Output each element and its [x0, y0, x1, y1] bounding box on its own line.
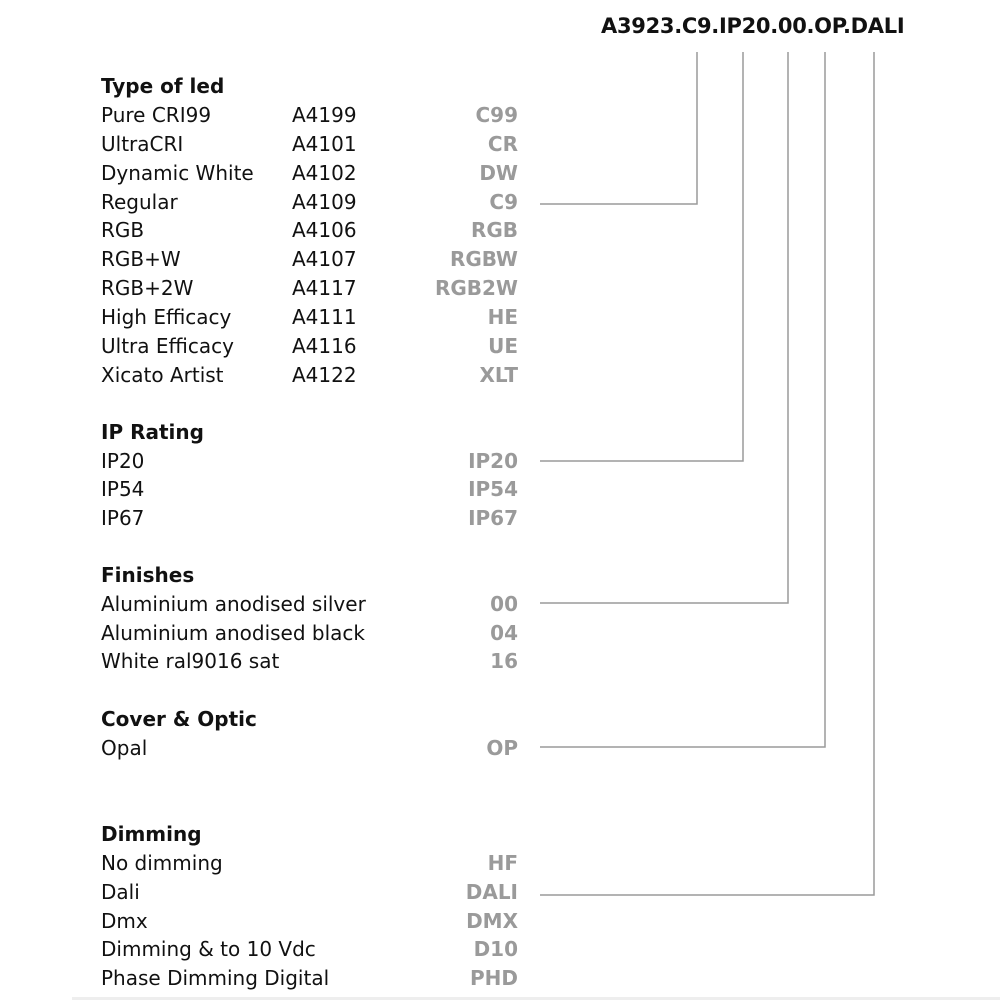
- option-code: 16: [490, 649, 518, 673]
- connector-ip-rating: [540, 52, 743, 461]
- section-title-type-of-led: Type of led: [101, 74, 225, 98]
- option-name: IP54: [101, 477, 145, 501]
- option-code: DALI: [465, 880, 518, 904]
- option-name: Aluminium anodised black: [101, 621, 365, 645]
- section-title-cover-optic: Cover & Optic: [101, 707, 257, 731]
- option-name: Dmx: [101, 909, 148, 933]
- option-article: A4107: [292, 247, 357, 271]
- option-code: IP20: [468, 449, 518, 473]
- option-name: High Efficacy: [101, 305, 232, 329]
- option-article: A4106: [292, 218, 357, 242]
- section-title-finishes: Finishes: [101, 563, 195, 587]
- option-code: C9: [489, 190, 518, 214]
- option-code: RGB2W: [434, 276, 518, 300]
- option-code: RGB: [470, 218, 518, 242]
- connector-led-type: [540, 52, 697, 204]
- option-code: IP54: [468, 477, 518, 501]
- option-code: 00: [490, 592, 518, 616]
- option-code: CR: [487, 132, 518, 156]
- option-article: A4111: [292, 305, 357, 329]
- option-article: A4101: [292, 132, 357, 156]
- option-name: UltraCRI: [101, 132, 184, 156]
- option-code: PHD: [470, 966, 518, 990]
- connector-cover-optic: [540, 52, 825, 747]
- option-article: A4109: [292, 190, 357, 214]
- option-article: A4102: [292, 161, 357, 185]
- option-name: No dimming: [101, 851, 223, 875]
- option-name: Ultra Efficacy: [101, 334, 234, 358]
- option-name: Opal: [101, 736, 148, 760]
- section-title-dimming: Dimming: [101, 822, 202, 846]
- option-code: D10: [473, 937, 518, 961]
- option-name: White ral9016 sat: [101, 649, 280, 673]
- option-name: Dynamic White: [101, 161, 254, 185]
- option-article: A4122: [292, 363, 357, 387]
- option-code: OP: [486, 736, 518, 760]
- option-code: DW: [479, 161, 518, 185]
- connector-finish: [540, 52, 788, 603]
- option-name: Dali: [101, 880, 140, 904]
- option-code: C99: [475, 103, 518, 127]
- connector-dimming: [540, 52, 874, 895]
- option-name: Aluminium anodised silver: [101, 592, 366, 616]
- option-code: DMX: [466, 909, 518, 933]
- option-code: RGBW: [449, 247, 518, 271]
- product-code: A3923.C9.IP20.00.OP.DALI: [601, 14, 905, 38]
- option-name: IP67: [101, 506, 145, 530]
- option-article: A4116: [292, 334, 357, 358]
- option-name: Xicato Artist: [101, 363, 224, 387]
- section-title-ip-rating: IP Rating: [101, 420, 204, 444]
- option-name: IP20: [101, 449, 145, 473]
- option-name: Pure CRI99: [101, 103, 212, 127]
- option-code: HE: [487, 305, 518, 329]
- option-article: A4199: [292, 103, 357, 127]
- option-article: A4117: [292, 276, 357, 300]
- option-name: RGB: [101, 218, 145, 242]
- option-name: RGB+W: [101, 247, 181, 271]
- option-name: Dimming & to 10 Vdc: [101, 937, 316, 961]
- option-name: Phase Dimming Digital: [101, 966, 330, 990]
- option-name: RGB+2W: [101, 276, 194, 300]
- option-name: Regular: [101, 190, 178, 214]
- option-code: HF: [487, 851, 518, 875]
- option-code: XLT: [479, 363, 518, 387]
- option-code: IP67: [468, 506, 518, 530]
- option-code: UE: [488, 334, 518, 358]
- option-code: 04: [490, 621, 518, 645]
